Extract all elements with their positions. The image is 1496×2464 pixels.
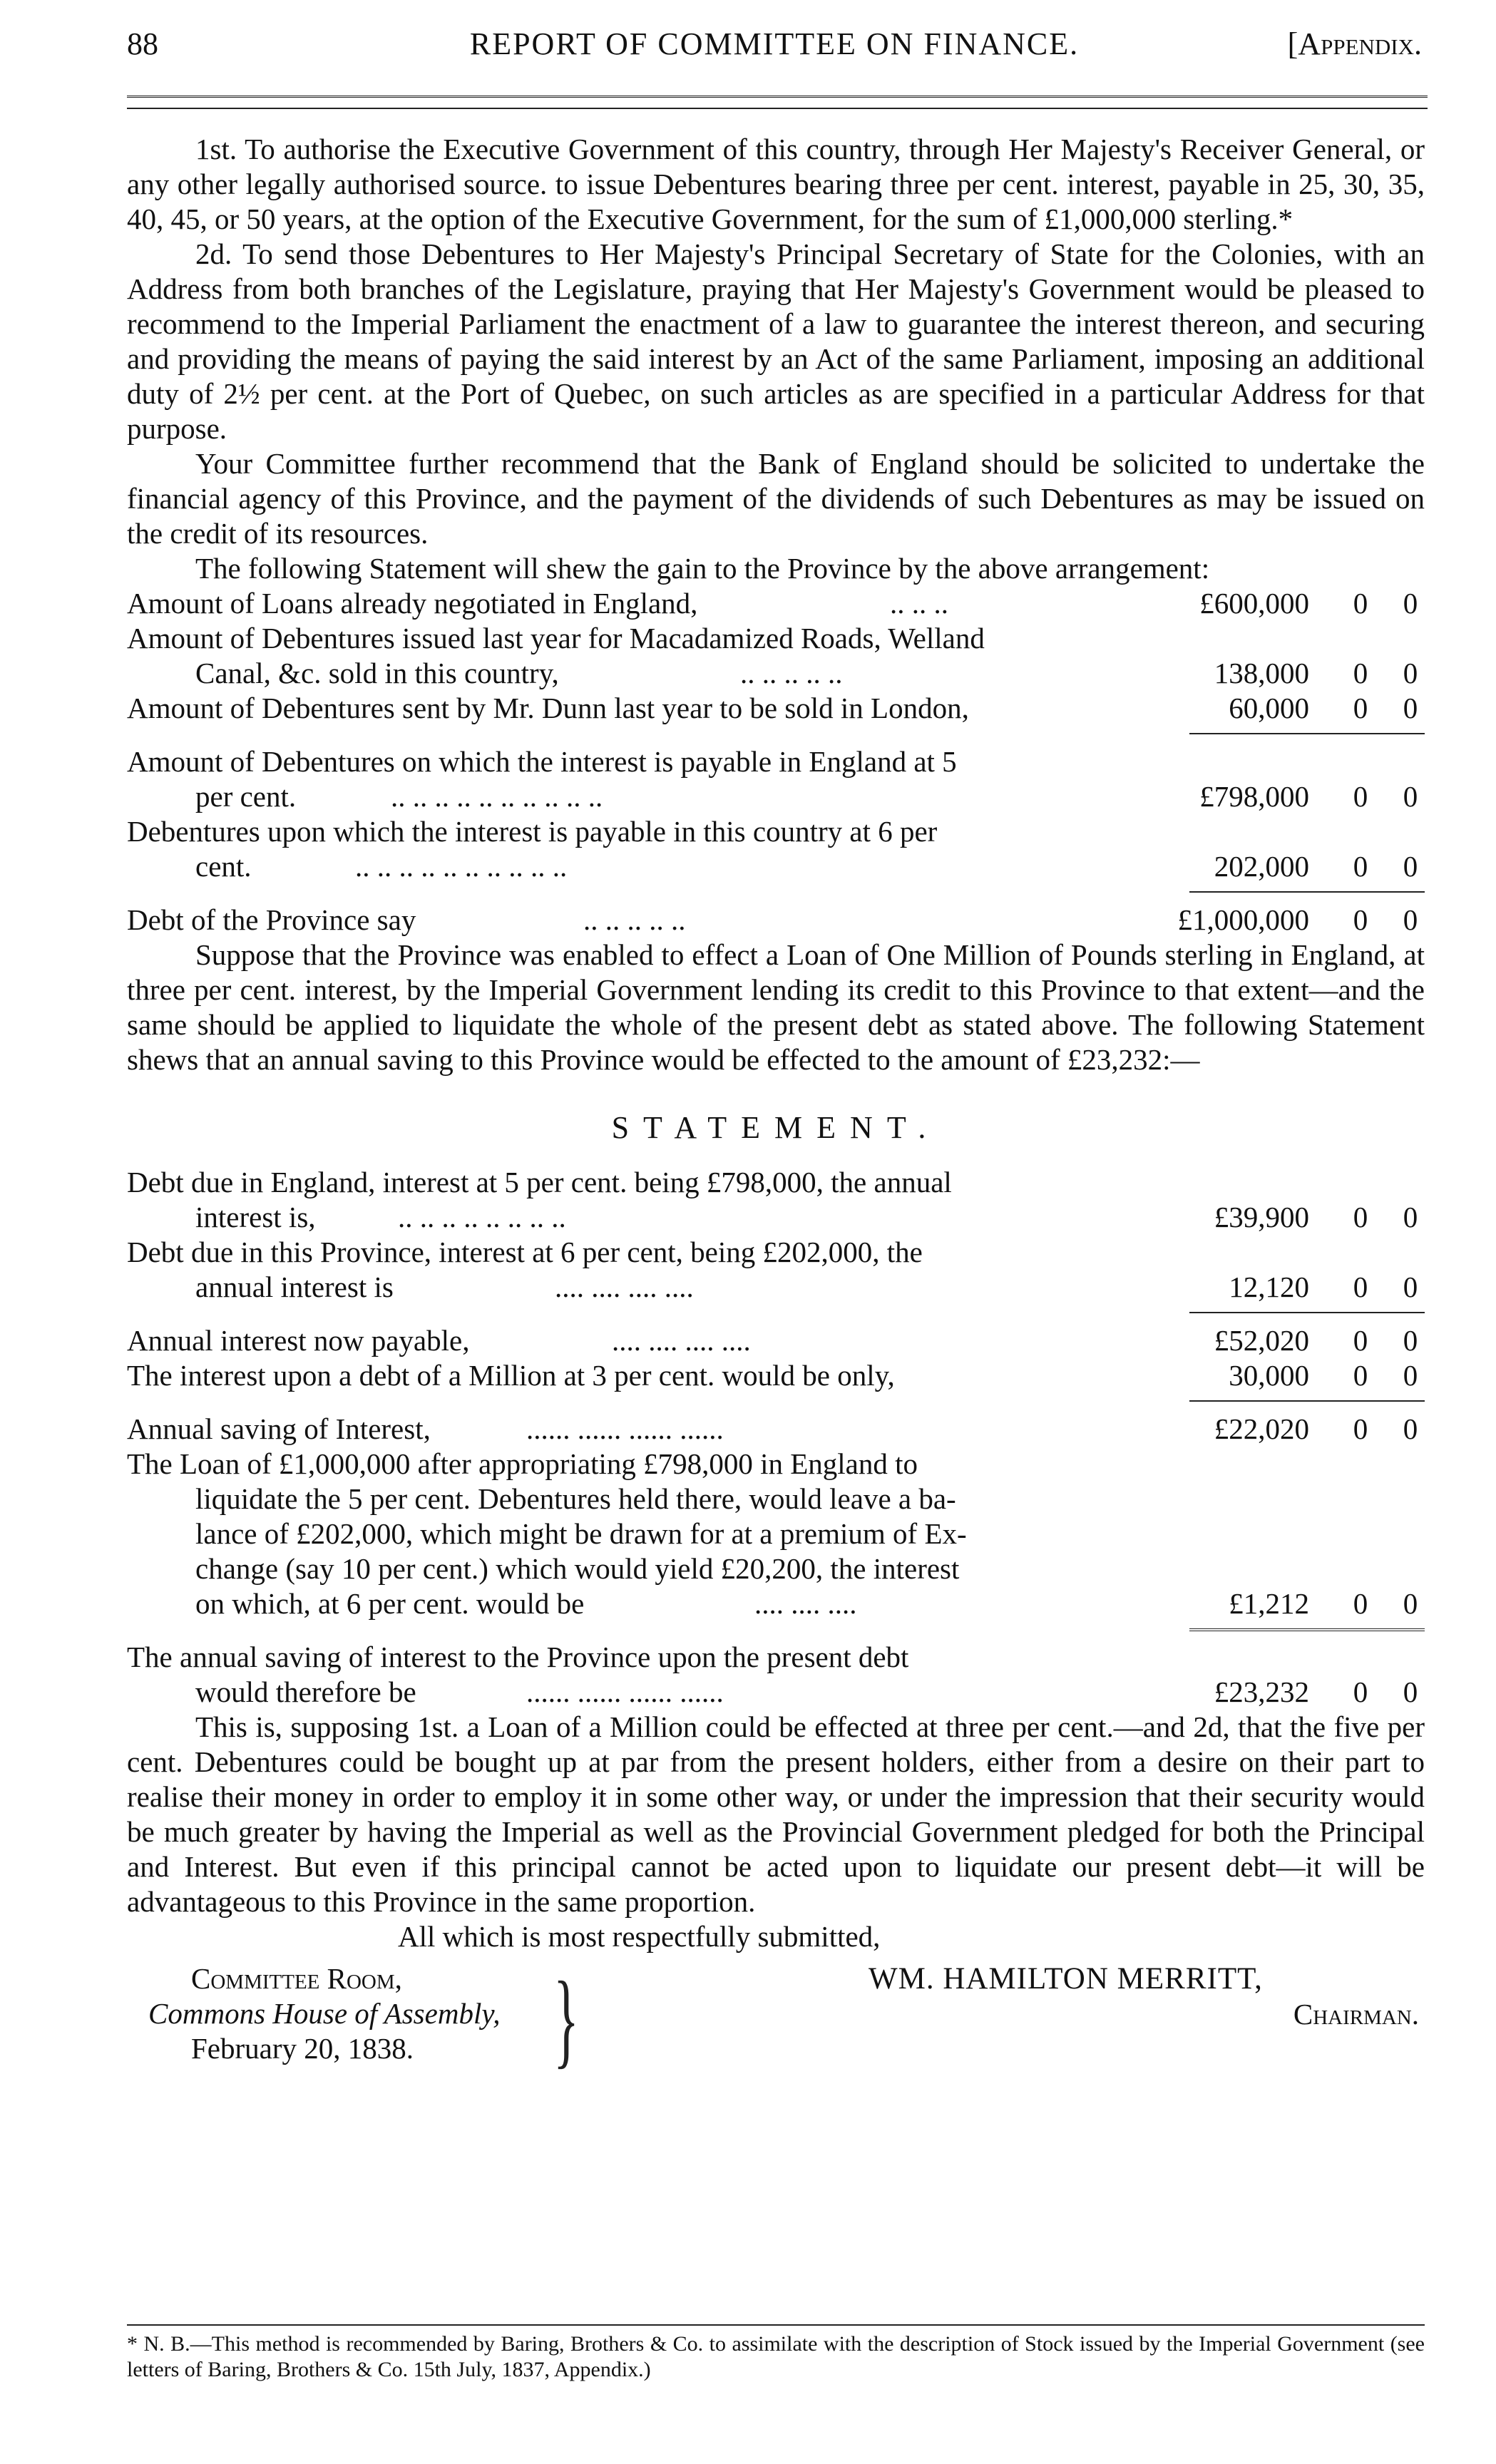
amount: £1,000,000 <box>1177 903 1309 936</box>
row-label: Amount of Debentures sent by Mr. Dunn last year to be sold in London, <box>127 692 969 724</box>
shillings: 0 <box>1353 1675 1368 1708</box>
row-label: Canal, &c. sold in this country, <box>195 657 559 689</box>
report-body <box>127 132 1425 2083</box>
row-label: The interest upon a debt of a Million at 3 per cent. would be only, <box>127 1359 895 1392</box>
row-label: interest is, <box>195 1201 316 1233</box>
table-row <box>127 1675 1425 1710</box>
row-label: on which, at 6 per cent. would be <box>195 1587 585 1620</box>
row-label: annual interest is <box>195 1270 394 1303</box>
row-label: Debt due in England, interest at 5 per cent. being £798,000, the annual <box>127 1166 952 1198</box>
shillings: 0 <box>1353 1359 1368 1392</box>
amount: 202,000 <box>1214 850 1309 883</box>
row-label: cent. <box>195 850 252 883</box>
shillings: 0 <box>1353 1587 1368 1620</box>
signatory-role: Chairman. <box>1293 1998 1419 2031</box>
table-row <box>127 1447 1425 1482</box>
closing-line: All which is most respectfully submitted, <box>398 1920 881 1953</box>
row-label: lance of £202,000, which might be drawn for at a premium of Ex- <box>195 1517 967 1550</box>
amount: £23,232 <box>1214 1675 1309 1708</box>
leader-dots: ...... ...... ...... ...... <box>526 1412 724 1445</box>
table-row <box>127 1323 1425 1358</box>
shillings: 0 <box>1353 1412 1368 1445</box>
pence: 0 <box>1403 1412 1418 1445</box>
table-row <box>127 1270 1425 1305</box>
shillings: 0 <box>1353 903 1368 936</box>
table-row <box>127 1551 1425 1586</box>
table-row <box>127 1200 1425 1235</box>
pence: 0 <box>1403 903 1418 936</box>
row-label: would therefore be <box>195 1675 416 1708</box>
table-row <box>127 1165 1425 1200</box>
date-line: February 20, 1838. <box>191 2032 414 2065</box>
pence: 0 <box>1403 1675 1418 1708</box>
shillings: 0 <box>1353 692 1368 724</box>
row-label: The Loan of £1,000,000 after appropriating £798,000 in England to <box>127 1447 918 1480</box>
row-label: Debt of the Province say <box>127 903 416 936</box>
paragraph: 2d. To send those Debentures to Her Majesty's Principal Secretary of State for the Colonies, with an Address from both branches of the Legislature, praying that Her Majesty's Government would be pleased to recommend to the Imperial Parliament the enactment of a law to guarantee the interest thereon, and securing and providing the means of paying the said interest by an Act of the same Parliament, imposing an additional duty of 2½ per cent. at the Port of Quebec, on such articles as are specified in a particular Address for that purpose. <box>127 237 1425 445</box>
paragraph: 1st. To authorise the Executive Government of this country, through Her Majesty's Receiver General, or any other legally authorised source. to issue Debentures bearing three per cent. interest, payable in 25, 30, 35, 40, 45, or 50 years, at the option of the Executive Government, for the sum of £1,000,000 sterling.* <box>127 133 1425 235</box>
row-label: Amount of Loans already negotiated in England, <box>127 587 698 620</box>
pence: 0 <box>1403 587 1418 620</box>
shillings: 0 <box>1353 780 1368 813</box>
table-row <box>127 586 1425 621</box>
amount: 138,000 <box>1214 657 1309 689</box>
leader-dots: .... .... .... .... <box>612 1324 751 1357</box>
paragraph: Your Committee further recommend that the Bank of England should be solicited to undertake the financial agency of this Province, and the payment of the dividends of such Debentures as may be issued on the credit of its resources. <box>127 447 1425 550</box>
row-label: Amount of Debentures issued last year for Macadamized Roads, Welland <box>127 622 985 654</box>
leader-dots: .. .. .. <box>890 587 948 620</box>
pence: 0 <box>1403 1587 1418 1620</box>
amount: £52,020 <box>1214 1324 1309 1357</box>
table-row <box>127 1358 1425 1393</box>
brace-glyph: } <box>553 1960 579 2078</box>
sum-rule <box>127 884 1425 903</box>
row-label: The annual saving of interest to the Province upon the present debt <box>127 1641 909 1673</box>
row-label: liquidate the 5 per cent. Debentures held there, would leave a ba- <box>195 1482 956 1515</box>
shillings: 0 <box>1353 587 1368 620</box>
sum-rule <box>127 1393 1425 1412</box>
row-label: Annual interest now payable, <box>127 1324 470 1357</box>
leader-dots: .. .. .. .. .. .. .. .. .. .. <box>391 780 603 813</box>
shillings: 0 <box>1353 1324 1368 1357</box>
amount: £22,020 <box>1214 1412 1309 1445</box>
shillings: 0 <box>1353 1201 1368 1233</box>
leader-dots: .. .. .. .. .. <box>740 657 843 689</box>
committee-room <box>148 1961 501 2066</box>
shillings: 0 <box>1353 1270 1368 1303</box>
statement-table <box>127 1165 1425 1710</box>
leader-dots: .. .. .. .. .. .. .. .. <box>398 1201 566 1233</box>
table-row <box>127 1235 1425 1270</box>
running-header <box>127 26 1422 68</box>
sum-rule <box>127 726 1425 744</box>
footnote: * N. B.—This method is recommended by Baring, Brothers & Co. to assimilate with the description of Stock issued by the Imperial Government (see letters of Baring, Brothers & Co. 15th July, 1837, Appendix.) <box>127 2332 1425 2381</box>
amount: 12,120 <box>1229 1270 1309 1303</box>
pence: 0 <box>1403 1270 1418 1303</box>
pence: 0 <box>1403 850 1418 883</box>
signature-block <box>127 1961 1425 2083</box>
row-label: Amount of Debentures on which the interest is payable in England at 5 <box>127 745 957 778</box>
header-rule <box>127 96 1428 109</box>
leader-dots: ...... ...... ...... ...... <box>526 1675 724 1708</box>
table-row <box>127 814 1425 849</box>
pence: 0 <box>1403 1359 1418 1392</box>
table-row <box>127 1482 1425 1516</box>
table-row <box>127 779 1425 814</box>
sum-rule <box>127 1305 1425 1323</box>
table-row <box>127 744 1425 779</box>
paragraph: The following Statement will shew the gain to the Province by the above arrangement: <box>195 552 1210 585</box>
footnote-rule <box>127 2324 1425 2326</box>
page-title: REPORT OF COMMITTEE ON FINANCE. <box>469 26 1080 61</box>
table-row <box>127 1412 1425 1447</box>
row-label: per cent. <box>195 780 297 813</box>
table-row <box>127 621 1425 656</box>
sum-rule <box>127 1621 1425 1640</box>
row-label: change (say 10 per cent.) which would yield £20,200, the interest <box>195 1552 960 1585</box>
amount: £600,000 <box>1199 587 1309 620</box>
amount: £798,000 <box>1199 780 1309 813</box>
amount: 30,000 <box>1229 1359 1309 1392</box>
shillings: 0 <box>1353 657 1368 689</box>
pence: 0 <box>1403 657 1418 689</box>
table-row <box>127 656 1425 691</box>
table-row <box>127 1586 1425 1621</box>
pence: 0 <box>1403 692 1418 724</box>
amount: 60,000 <box>1229 692 1309 724</box>
paragraph: This is, supposing 1st. a Loan of a Million could be effected at three per cent.—and 2d, that the five per cent. Debentures could be bought up at par from the present holders, either from a desire on their part to realise their money in order to employ it in some other way, or under the impression that their security would be much greater by having the Imperial as well as the Provincial Government pledged for both the Principal and Interest. But even if this principal cannot be acted upon to liquidate our present debt—it will be advantageous to this Province in the same proportion. <box>127 1710 1425 1918</box>
leader-dots: .. .. .. .. .. <box>583 903 686 936</box>
leader-dots: .. .. .. .. .. .. .. .. .. .. <box>355 850 568 883</box>
table-row <box>127 903 1425 938</box>
appendix-label: [Appendix. <box>1287 26 1422 61</box>
table-row <box>127 1516 1425 1551</box>
pence: 0 <box>1403 1201 1418 1233</box>
shillings: 0 <box>1353 850 1368 883</box>
pence: 0 <box>1403 780 1418 813</box>
row-label: Annual saving of Interest, <box>127 1412 431 1445</box>
amount: £39,900 <box>1214 1201 1309 1233</box>
row-label: Debt due in this Province, interest at 6 per cent, being £202,000, the <box>127 1236 923 1268</box>
table-row <box>127 849 1425 884</box>
signatory-name: WM. HAMILTON MERRITT, <box>869 1962 1263 1996</box>
statement-title: STATEMENT. <box>611 1110 941 1145</box>
table-row <box>127 1640 1425 1675</box>
pence: 0 <box>1403 1324 1418 1357</box>
room-line: Commons House of Assembly, <box>148 1997 501 2030</box>
debt-table <box>127 586 1425 938</box>
row-label: Debentures upon which the interest is payable in this country at 6 per <box>127 815 938 848</box>
paragraph: Suppose that the Province was enabled to effect a Loan of One Million of Pounds sterling in England, at three per cent. interest, by the Imperial Government lending its credit to this Province to that extent—and the same should be applied to liquidate the whole of the present debt as stated above. The following Statement shews that an annual saving to this Province would be effected to the amount of £23,232:— <box>127 938 1425 1076</box>
amount: £1,212 <box>1229 1587 1309 1620</box>
page-number: 88 <box>127 26 158 61</box>
leader-dots: .... .... .... <box>754 1587 857 1620</box>
leader-dots: .... .... .... .... <box>555 1270 694 1303</box>
table-row <box>127 691 1425 726</box>
room-line: Committee Room, <box>191 1962 402 1995</box>
